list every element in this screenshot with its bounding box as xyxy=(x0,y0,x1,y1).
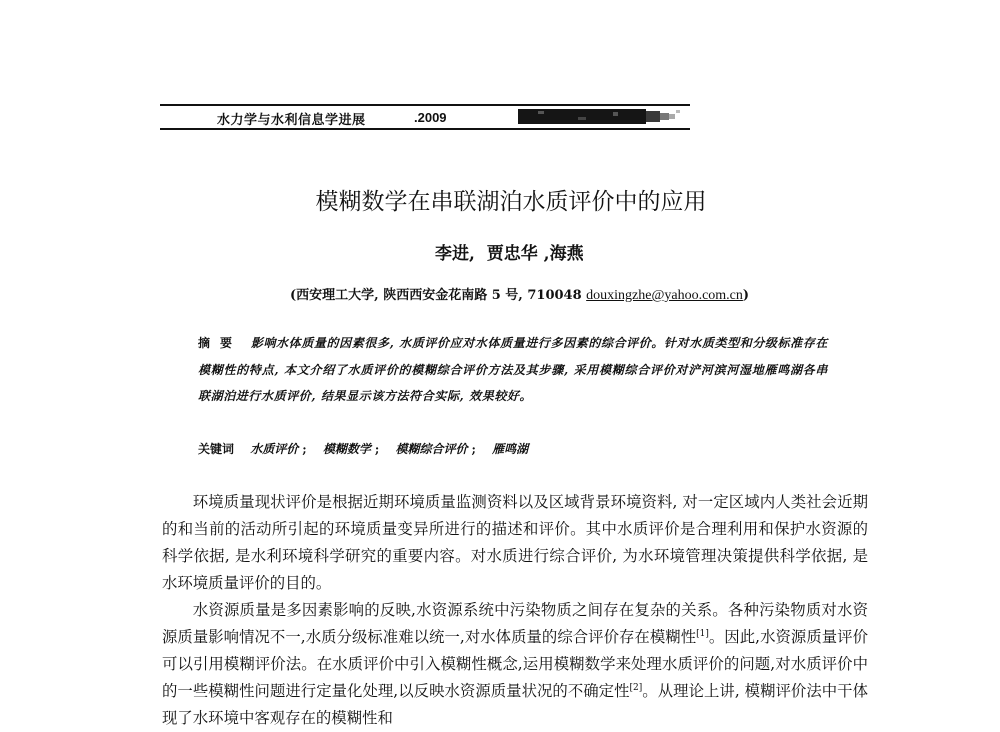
keyword-item: 雁鸣湖 xyxy=(492,442,529,456)
journal-name: 水力学与水利信息学进展 xyxy=(217,113,366,128)
body-paragraph xyxy=(162,597,868,732)
affiliation-close: ) xyxy=(742,288,750,303)
keywords-label: 关键词 xyxy=(198,442,235,456)
keywords xyxy=(198,440,528,457)
keyword-item: 水质评价 xyxy=(250,442,299,456)
keyword-item: 模糊综合评价 xyxy=(395,442,468,456)
author-email-link[interactable]: douxingzhe@yahoo.com.cn xyxy=(586,288,743,303)
header-scan-smudge xyxy=(518,108,686,125)
keyword-item: 模糊数学 xyxy=(322,442,371,456)
abstract-label: 摘要 xyxy=(198,336,243,350)
citation-ref-2[interactable]: [2] xyxy=(629,682,643,693)
keyword-separator: ; xyxy=(471,442,476,456)
paper-title: 模糊数学在串联湖泊水质评价中的应用 xyxy=(315,189,707,215)
header-rule-top xyxy=(160,104,690,106)
affiliation-text: (西安理工大学, 陕西西安金花南路 5 号, 710048 xyxy=(290,288,587,303)
affiliation-line xyxy=(290,284,749,304)
paragraph-text: 。因此,水资源质量评价可以引用模糊评价法。在水质评价中引入模糊性概念,运用模糊数学来处理水质评价的问题,对水质评价中的一些模糊性问题进行定量化处理,以反映水资源质量状况的不确定性 xyxy=(162,628,868,700)
header-rule-bottom xyxy=(160,128,690,130)
abstract-text: 影响水体质量的因素很多, 水质评价应对水体质量进行多因素的综合评价。针对水质类型和分级标准存在模糊性的特点, 本文介绍了水质评价的模糊综合评价方法及其步骤, 采用模糊综合评价对浐河滨河湿地雁鸣湖各串联湖泊进行水质评价, 结果显示该方法符合实际, 效果较好。 xyxy=(198,336,828,403)
journal-year: .2009 xyxy=(414,110,447,125)
paper-authors: 李进, 贾忠华 ,海燕 xyxy=(435,244,584,264)
abstract xyxy=(198,330,828,410)
keyword-separator: ; xyxy=(302,442,307,456)
paragraph-text: 环境质量现状评价是根据近期环境质量监测资料以及区域背景环境资料, 对一定区域内人类社会近期的和当前的活动所引起的环境质量变异所进行的描述和评价。其中水质评价是合理利用和保护水资源的科学依据, 是水利环境科学研究的重要内容。对水质进行综合评价, 为水环境管理决策提供科学依据, 是水环境质量评价的目的。 xyxy=(162,493,868,592)
citation-ref-1[interactable]: [1] xyxy=(696,628,709,639)
paragraph-text: 水资源质量是多因素影响的反映,水资源系统中污染物质之间存在复杂的关系。各种污染物质对水资源质量影响情况不一,水质分级标准难以统一,对水体质量的综合评价存在模糊性 xyxy=(162,601,868,646)
body-paragraph xyxy=(162,489,868,597)
paragraph-text: 。从理论上讲, 模糊评价法中干体现了水环境中客观存在的模糊性和 xyxy=(162,682,868,727)
body-text xyxy=(162,489,868,732)
keyword-separator: ; xyxy=(374,442,380,456)
